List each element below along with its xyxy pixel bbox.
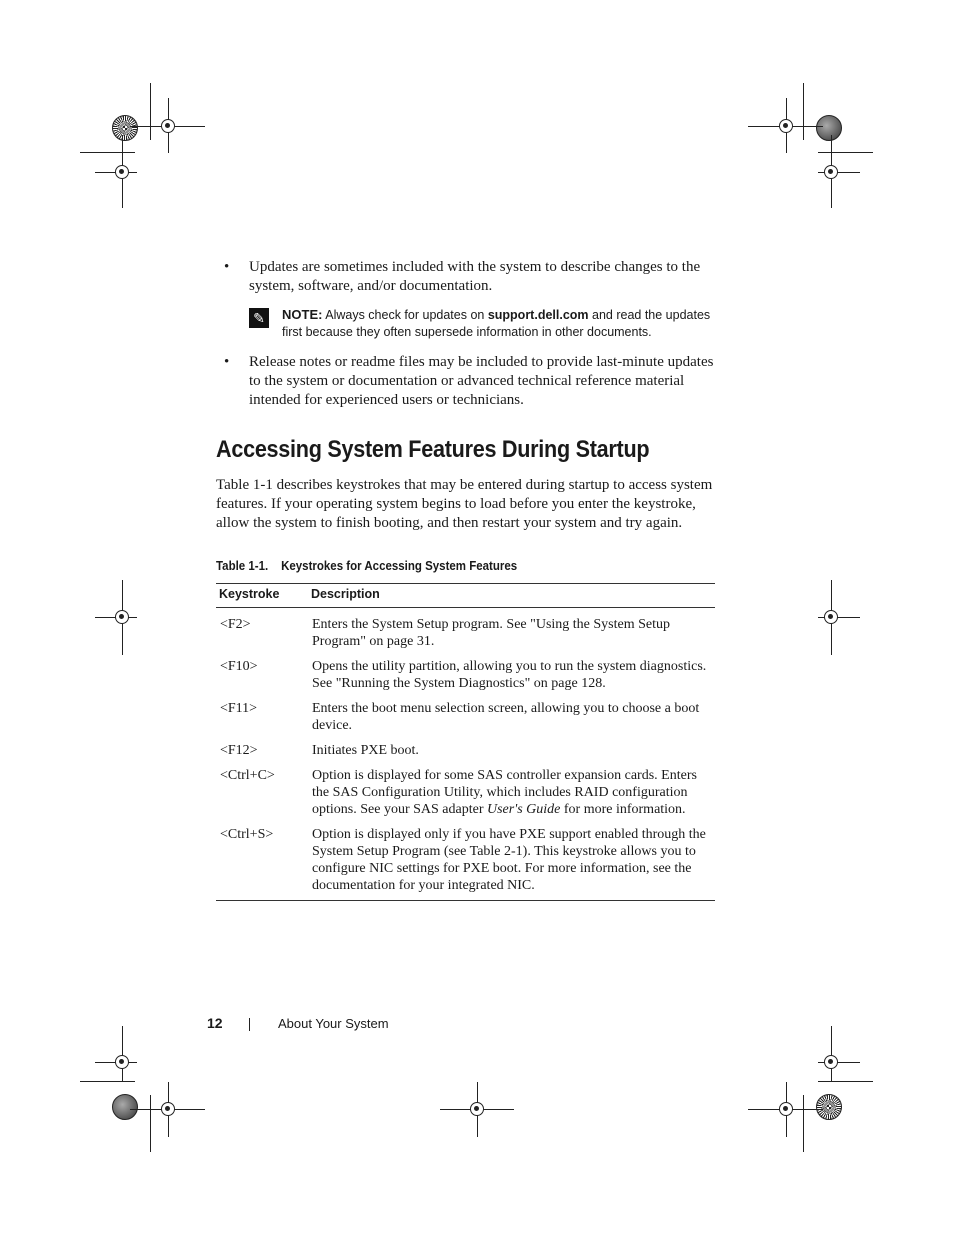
registration-crosshair-icon (824, 165, 838, 179)
registration-sunburst-icon (112, 115, 138, 141)
crop-line (818, 1081, 873, 1082)
crop-line (803, 83, 804, 140)
crop-line (122, 1026, 123, 1081)
pencil-note-icon: ✎ (249, 308, 269, 328)
note-callout (249, 306, 716, 341)
registration-sunburst-icon (816, 1094, 842, 1120)
registration-crosshair-icon (115, 1055, 129, 1069)
keystroke-cell: <F11> (220, 701, 258, 716)
footer-divider (249, 1018, 250, 1031)
table-caption-number: Table 1-1. (216, 559, 269, 573)
note-text-pre: Always check for updates on (322, 308, 488, 322)
list-item (216, 353, 716, 410)
registration-crosshair-icon (161, 1102, 175, 1116)
crop-line (80, 152, 135, 153)
column-header-description: Description (308, 584, 715, 608)
crop-line (150, 83, 151, 140)
column-header-keystroke: Keystroke (216, 584, 308, 608)
table-row (216, 650, 715, 692)
keystroke-cell: <F12> (220, 743, 258, 758)
table-caption-text: Keystrokes for Accessing System Features (281, 559, 518, 573)
table-header-row (216, 584, 715, 608)
description-cell: Option is displayed only if you have PXE support enabled through the System Setup Program (see Table 2-1). This keystroke allows you to configure NIC settings for PXE boot. For more information, see the documentation for your integrated NIC. (308, 818, 715, 901)
crop-line (818, 152, 873, 153)
description-cell: Enters the boot menu selection screen, allowing you to choose a boot device. (312, 701, 700, 733)
description-cell (308, 759, 715, 818)
bullet-icon: • (224, 354, 230, 370)
bullet-text: Updates are sometimes included with the system to describe changes to the system, software, and/or documentation. (249, 259, 701, 294)
users-guide-title: User's Guide (486, 802, 561, 817)
bullet-text: Release notes or readme files may be included to provide last-minute updates to the system or documentation or advanced technical reference material intended for experienced users or technicians. (249, 354, 714, 408)
registration-ball-icon (112, 1094, 138, 1120)
registration-crosshair-icon (824, 610, 838, 624)
table-caption (216, 559, 676, 573)
crop-line (80, 1081, 135, 1082)
note-label: NOTE: (282, 307, 323, 322)
section-heading: Accessing System Features During Startup (216, 436, 650, 463)
crop-line (803, 1095, 804, 1152)
description-text: for more information. (560, 802, 686, 817)
crop-line (150, 1095, 151, 1152)
bullet-icon: • (224, 259, 230, 275)
crop-line (831, 1026, 832, 1081)
chapter-title: About Your System (278, 1016, 389, 1031)
note-text-post: and read the updates first because they often supersede information in other documents. (282, 308, 711, 339)
keystroke-cell: <Ctrl+S> (216, 818, 308, 901)
table-row (216, 759, 715, 818)
support-link[interactable]: support.dell.com (487, 308, 589, 322)
description-cell: Opens the utility partition, allowing you to run the system diagnostics. See "Running the System Diagnostics" on page 128. (312, 659, 707, 691)
keystroke-cell: <Ctrl+C> (220, 768, 275, 783)
registration-crosshair-icon (161, 119, 175, 133)
description-text: Option is displayed for some SAS controller expansion cards. Enters the SAS Configuration Utility, which includes RAID configuration options. See your SAS adapter (312, 768, 697, 817)
table-row (216, 734, 715, 759)
table-row (216, 608, 715, 651)
page-footer (207, 1015, 389, 1031)
page-content (216, 258, 716, 901)
table-row (216, 818, 715, 901)
registration-ball-icon (816, 115, 842, 141)
table-row (216, 692, 715, 734)
keystroke-cell: <F2> (220, 617, 251, 632)
registration-crosshair-icon (824, 1055, 838, 1069)
keystroke-table (216, 583, 715, 901)
section-intro: Table 1-1 describes keystrokes that may be entered during startup to access system features. If your operating system begins to load before you enter the keystroke, allow the system to finish booting, and then restart your system and try again. (216, 477, 713, 531)
registration-crosshair-icon (779, 119, 793, 133)
registration-crosshair-icon (779, 1102, 793, 1116)
description-cell: Enters the System Setup program. See "Using the System Setup Program" on page 31. (312, 617, 671, 649)
registration-crosshair-icon (115, 610, 129, 624)
page-number: 12 (207, 1015, 223, 1031)
keystroke-cell: <F10> (220, 659, 258, 674)
description-cell: Initiates PXE boot. (312, 743, 419, 758)
registration-crosshair-icon (470, 1102, 484, 1116)
registration-crosshair-icon (115, 165, 129, 179)
list-item (216, 258, 716, 296)
